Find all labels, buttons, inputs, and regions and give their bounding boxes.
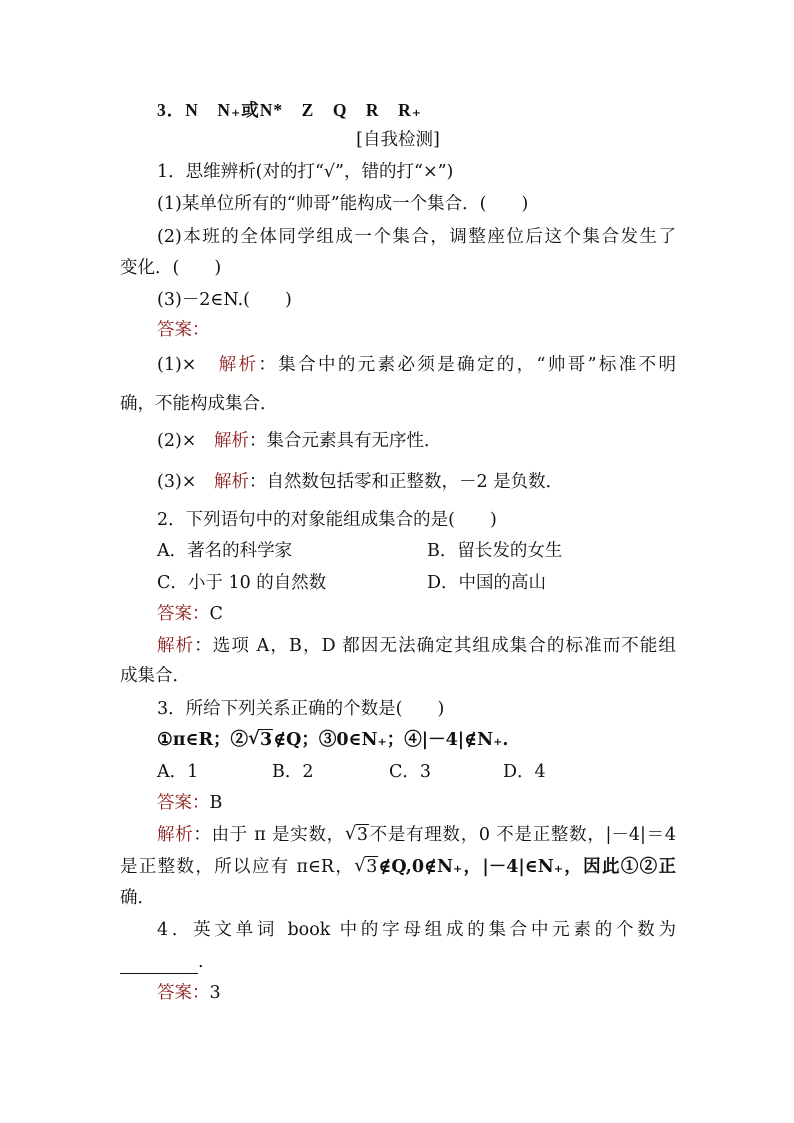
answer-blank[interactable] — [120, 955, 198, 974]
q2-jx-text: ：选项 A，B，D 都因无法确定其组成集合的标准而不能组 — [194, 636, 676, 656]
section-title: [自我检测] — [356, 130, 440, 150]
q4-answer-value: 3 — [209, 983, 221, 1003]
q3-answer-value: B — [209, 793, 223, 813]
q1-answer3-jx-label: 解析 — [213, 472, 249, 492]
q4-answer — [157, 981, 676, 1005]
q2-explanation-line1 — [157, 634, 676, 658]
q1-answer1-jx-label: 解析 — [218, 355, 259, 375]
q2-options-row1 — [157, 539, 676, 563]
q1-answer2-text: ：集合元素具有无序性． — [248, 431, 442, 451]
sqrt-symbol — [345, 823, 369, 847]
q3-jx-b1: 是正整数，所以应有 π∈R， — [120, 857, 355, 877]
q2-option-d: D．中国的高山 — [427, 573, 547, 593]
q1-answer2-mark: (2)× — [157, 431, 197, 451]
q1-stem: 1．思维辨析(对的打“√”，错的打“×”) — [157, 162, 454, 182]
q3-option-b: B．2 — [272, 762, 314, 782]
q3-stem: 3．所给下列关系正确的个数是( ) — [157, 699, 445, 719]
q1-item2-line2: 变化．( ) — [120, 258, 222, 278]
q3-jx-a2: 不是有理数，0 不是正整数，|－4|＝4 — [369, 825, 676, 845]
q1-item2-line1: (2)本班的全体同学组成一个集合，调整座位后这个集合发生了 — [157, 227, 676, 247]
q3-options-row — [157, 760, 676, 784]
q1-answer1-line2: 确，不能构成集合． — [120, 394, 278, 414]
q4-blank-line — [120, 950, 676, 974]
q3-answer-label: 答案： — [157, 793, 210, 813]
q2-option-b: B．留长发的女生 — [427, 541, 563, 561]
q1-answer2 — [157, 429, 676, 453]
q1-item3: (3)－2∈N.( ) — [157, 290, 292, 310]
q1-answer1-text: ：集合中的元素必须是确定的，“帅哥”标准不明 — [258, 355, 676, 375]
q3-explanation-line2 — [120, 855, 676, 879]
q1-answer3-text: ：自然数包括零和正整数，－2 是负数． — [248, 472, 564, 492]
q3-explanation-line1 — [157, 823, 676, 847]
q4-stem: 4．英文单词 book 中的字母组成的集合中元素的个数为 — [157, 920, 676, 940]
q1-answer2-jx-label: 解析 — [213, 431, 249, 451]
q3-jx-label: 解析 — [157, 825, 194, 845]
q3-option-d: D．4 — [503, 762, 546, 782]
q1-answer3-mark: (3)× — [157, 472, 197, 492]
q3-relations — [157, 728, 676, 752]
q3-explanation-line3: 确． — [120, 888, 155, 908]
q2-option-a: A．著名的科学家 — [157, 541, 293, 561]
q2-answer — [157, 602, 676, 626]
q1-answer1-mark: (1)× — [157, 355, 197, 375]
q3-jx-radicand-1: 3 — [356, 825, 368, 845]
q2-jx-label: 解析 — [157, 636, 195, 656]
q2-answer-value: C — [209, 604, 223, 624]
q3-jx-radicand-2: 3 — [366, 857, 378, 877]
set-notation-line: 3．N N₊或N* Z Q R R₊ — [157, 100, 422, 120]
q3-rel-part2: ∉Q；③0∈N₊；④|－4|∉N₊. — [273, 730, 509, 750]
q2-answer-label: 答案： — [157, 604, 210, 624]
q3-jx-a1: ：由于 π 是实数， — [193, 825, 345, 845]
q2-stem: 2．下列语句中的对象能组成集合的是( ) — [157, 510, 497, 530]
q2-option-c: C．小于 10 的自然数 — [157, 573, 327, 593]
q1-answer-label: 答案： — [157, 320, 210, 340]
q3-option-c: C．3 — [389, 762, 432, 782]
q4-answer-label: 答案： — [157, 983, 210, 1003]
q3-answer — [157, 791, 676, 815]
q2-options-row2 — [157, 571, 676, 595]
sqrt-symbol — [354, 855, 378, 879]
q2-explanation-line2: 成集合． — [120, 666, 190, 686]
q3-rel-radicand: 3 — [260, 730, 273, 750]
sqrt-symbol — [248, 728, 273, 752]
q3-option-a: A．1 — [157, 762, 199, 782]
q1-answer3 — [157, 470, 676, 494]
q4-tail: . — [198, 952, 204, 972]
q1-item1: (1)某单位所有的“帅哥”能构成一个集合．( ) — [157, 194, 529, 214]
q1-answer1-line1 — [157, 353, 676, 377]
q3-rel-part1: ①π∈R；② — [157, 730, 248, 750]
q3-jx-b2: ∉Q,0∉N₊，|－4|∈N₊，因此①②正 — [378, 857, 676, 877]
